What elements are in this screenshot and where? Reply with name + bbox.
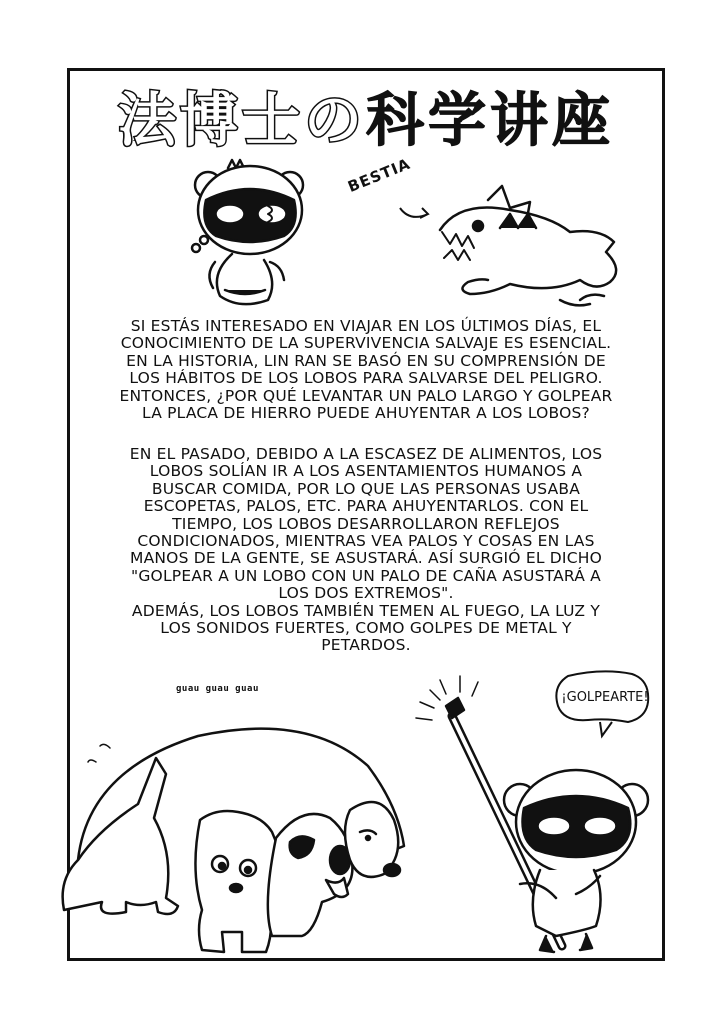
doctor-character-illustration xyxy=(192,160,303,304)
frightened-animals-illustration xyxy=(63,729,404,952)
arrow-to-beast xyxy=(400,208,428,218)
title-part-2: 科学讲座 xyxy=(366,86,615,154)
title-part-1: 法博士の xyxy=(117,86,366,154)
wolf-beast-illustration xyxy=(440,186,616,305)
explanation-paragraph: EN EL PASADO, DEBIDO A LA ESCASEZ DE ALIMENTOS, LOS LOBOS SOLÍAN IR A LOS ASENTAMIENTOS HUMANOS A BUSCAR COMIDA, POR LO QUE LAS PERSONAS USABA ESCOPETAS, PALOS, ETC. PARA AHUYENTARLOS. CON EL TIEMPO, LOS LOBOS DESARROLLARON REFLEJOS CONDICIONADOS, MIENTRAS VEA PALOS Y COSAS EN LAS MANOS DE LA GENTE, SE ASUSTARÁ. ASÍ SURGIÓ EL DICHO "GOLPEAR A UN LOBO CON UN PALO DE CAÑA ASUSTARÁ A LOS DOS EXTREMOS". ADEMÁS, LOS LOBOS TAMBIÉN TEMEN AL FUEGO, LA LUZ Y LOS SONIDOS FUERTES, COMO GOLPES DE METAL Y PETARDOS. xyxy=(129,445,603,655)
beast-label: BESTIA xyxy=(345,154,414,196)
intro-paragraph: SI ESTÁS INTERESADO EN VIAJAR EN LOS ÚLTIMOS DÍAS, EL CONOCIMIENTO DE LA SUPERVIVENCIA SALVAJE ES ESENCIAL. EN LA HISTORIA, LIN RAN SE BASÓ EN SU COMPRENSIÓN DE LOS HÁBITOS DE LOS LOBOS PARA SALVARSE DEL PELIGRO. ENTONCES, ¿POR QUÉ LEVANTAR UN PALO LARGO Y GOLPEAR LA PLACA DE HIERRO PUEDE AHUYENTAR A LOS LOBOS? xyxy=(119,317,613,423)
speech-bubble-text: ¡GOLPEARTE! xyxy=(561,689,649,705)
bark-sound-effect: guau guau guau xyxy=(176,684,259,694)
